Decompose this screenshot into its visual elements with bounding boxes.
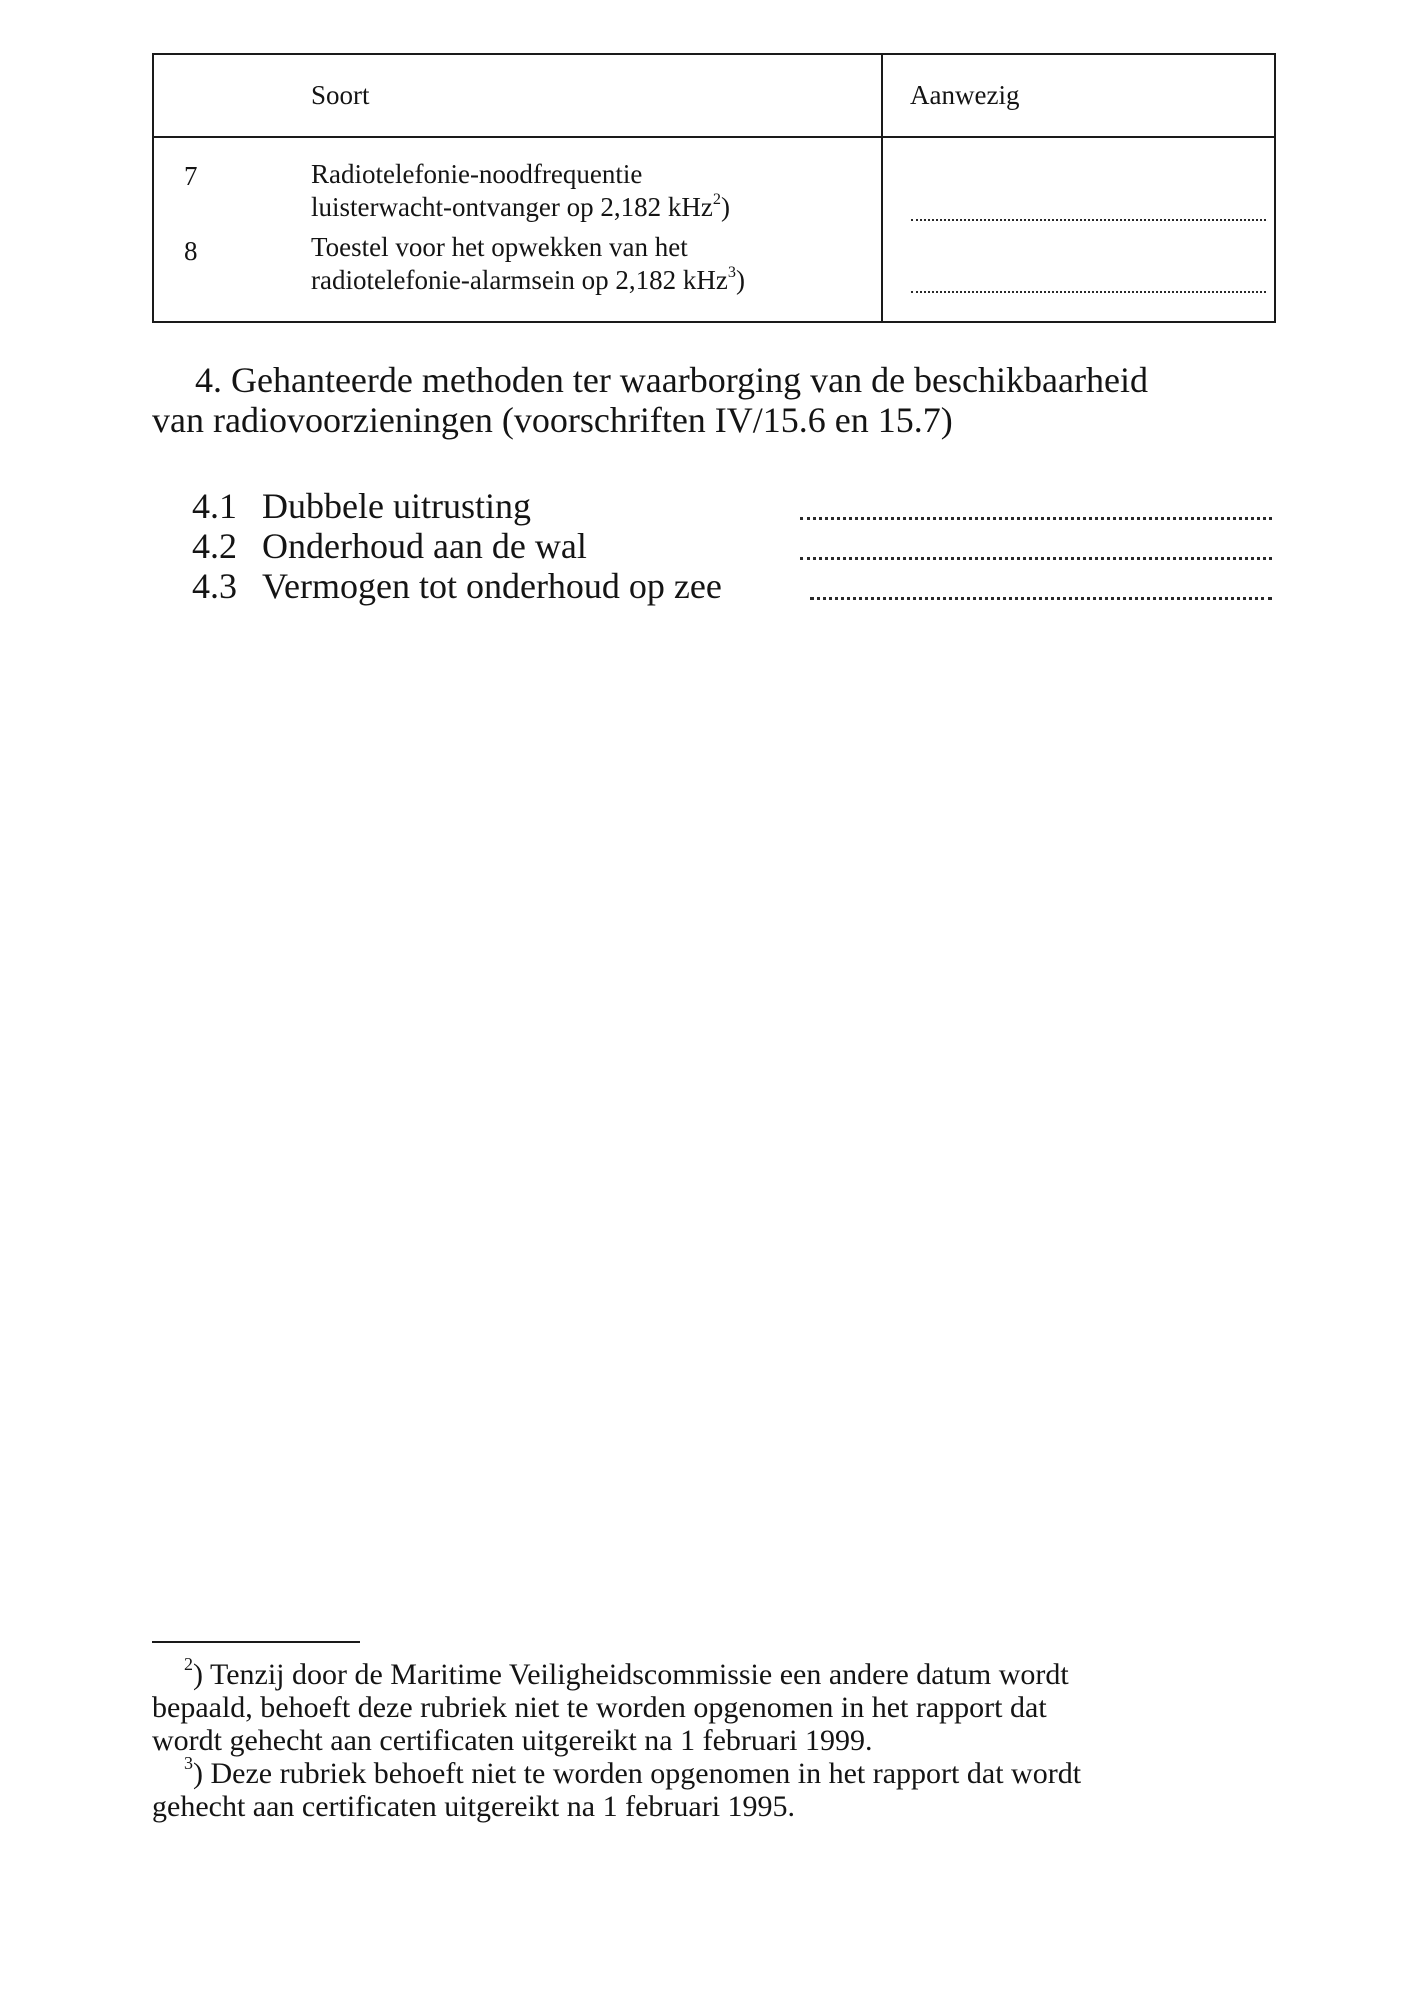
sub-item-onderhoud-aan-de-wal xyxy=(192,526,1272,566)
table-row-number: 8 xyxy=(184,236,198,266)
sub-item-number: 4.3 xyxy=(192,566,237,606)
equipment-table xyxy=(152,53,1276,323)
sub-item-dubbele-uitrusting xyxy=(192,486,1272,526)
table-row-description xyxy=(311,231,745,297)
footnote-2 xyxy=(152,1654,1302,1757)
sub-item-fill-line[interactable] xyxy=(810,597,1272,600)
table-header-divider xyxy=(154,136,1274,138)
sub-item-fill-line[interactable] xyxy=(800,557,1272,560)
footnote-divider xyxy=(152,1641,360,1643)
table-row-text: radiotelefonie-alarmsein op 2,182 kHz xyxy=(311,265,728,295)
table-row-description xyxy=(311,158,730,224)
table-row-text: luisterwacht-ontvanger op 2,182 kHz xyxy=(311,192,713,222)
footnote-3 xyxy=(152,1753,1302,1823)
footnote-marker-paren: ) xyxy=(193,1658,203,1691)
sub-item-label: Onderhoud aan de wal xyxy=(262,526,587,566)
table-header-aanwezig: Aanwezig xyxy=(910,80,1020,110)
section-heading-line: 4. Gehanteerde methoden ter waarborging van de beschikbaarheid xyxy=(195,360,1148,400)
footnote-line: wordt gehecht aan certificaten uitgereikt na 1 februari 1999. xyxy=(152,1724,873,1757)
section-heading-line: van radiovoorzieningen (voorschriften IV/15.6 en 15.7) xyxy=(152,400,953,440)
footnote-reference: 3 xyxy=(727,262,736,281)
table-row-description-line: Radiotelefonie-noodfrequentie xyxy=(311,159,643,189)
table-row-description-line xyxy=(311,191,730,224)
table-column-divider xyxy=(881,55,883,321)
footnote-reference-paren: ) xyxy=(735,265,745,295)
footnote-text: Deze rubriek behoeft niet te worden opgenomen in het rapport dat wordt xyxy=(210,1757,1082,1790)
footnote-text: Tenzij door de Maritime Veiligheidscommissie een andere datum wordt xyxy=(209,1658,1069,1691)
sub-item-label: Dubbele uitrusting xyxy=(262,486,531,526)
footnote-marker-paren: ) xyxy=(193,1757,203,1790)
sub-item-number: 4.1 xyxy=(192,486,237,526)
section-heading xyxy=(152,360,1297,440)
table-row-description-line xyxy=(311,264,745,297)
sub-item-vermogen-tot-onderhoud xyxy=(192,566,1272,606)
sub-item-number: 4.2 xyxy=(192,526,237,566)
sub-item-fill-line[interactable] xyxy=(800,517,1272,520)
footnote-marker: 3 xyxy=(184,1753,193,1774)
footnote-reference: 2 xyxy=(712,189,721,208)
table-row-description-line: Toestel voor het opwekken van het xyxy=(311,232,688,262)
footnote-line: gehecht aan certificaten uitgereikt na 1 februari 1995. xyxy=(152,1790,796,1823)
footnote-reference-paren: ) xyxy=(720,192,730,222)
sub-item-label: Vermogen tot onderhoud op zee xyxy=(262,566,722,606)
aanwezig-fill-line[interactable] xyxy=(911,291,1266,293)
footnote-line xyxy=(152,1654,1302,1691)
aanwezig-fill-line[interactable] xyxy=(911,219,1266,221)
footnote-marker: 2 xyxy=(184,1654,193,1675)
footnote-line xyxy=(152,1753,1302,1790)
footnote-line: bepaald, behoeft deze rubriek niet te worden opgenomen in het rapport dat xyxy=(152,1691,1047,1724)
table-row-number: 7 xyxy=(184,161,198,191)
table-header-soort: Soort xyxy=(311,80,370,110)
